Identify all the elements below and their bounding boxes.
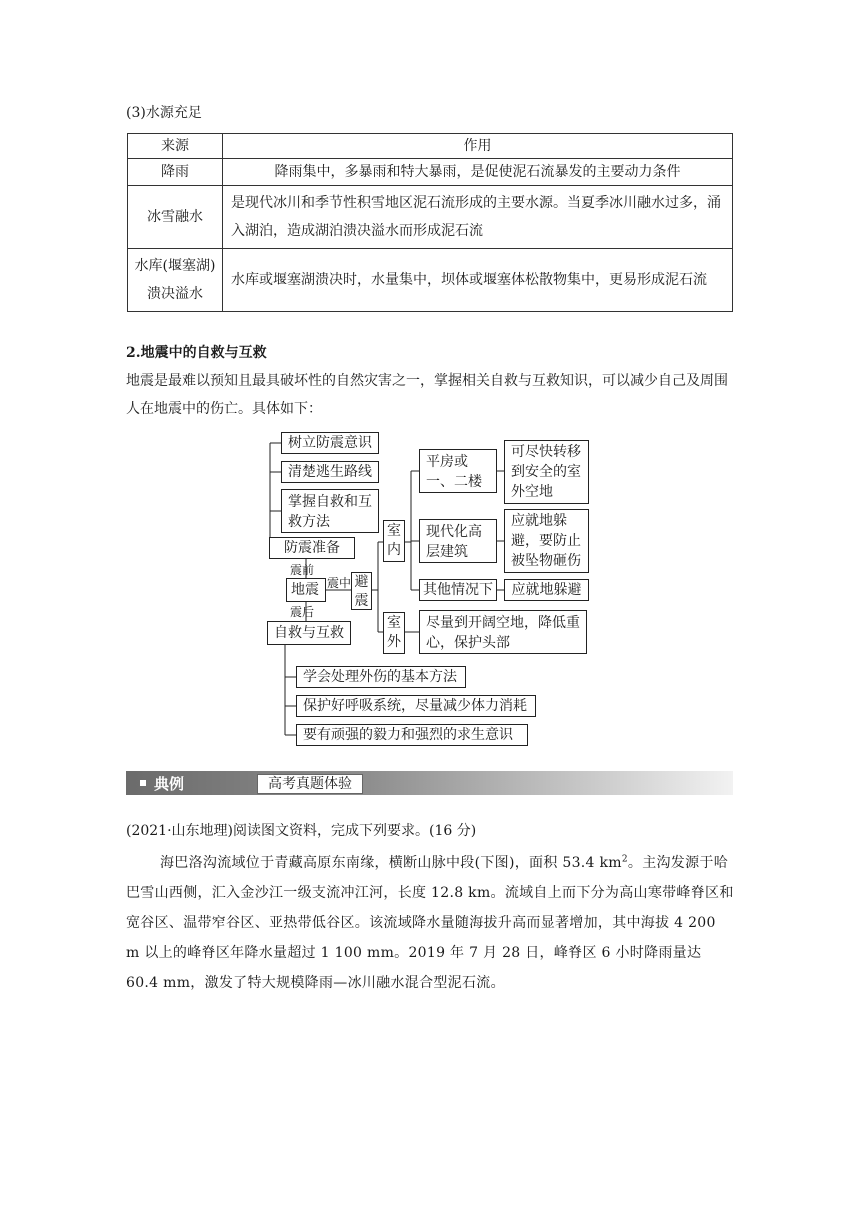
outdoor-box bbox=[383, 612, 405, 654]
before-label: 震前 bbox=[290, 563, 315, 577]
prep-item: 树立防震意识 bbox=[281, 432, 379, 454]
prep-label-box: 防震准备 bbox=[269, 537, 355, 559]
section-heading-water: (3)水源充足 bbox=[126, 105, 202, 121]
rescue-item: 要有顽强的毅力和强烈的求生意识 bbox=[296, 724, 528, 746]
section-title-earthquake: 2.地震中的自救与互救 bbox=[126, 345, 267, 361]
indoor-action: 可尽快转移到安全的室外空地 bbox=[504, 440, 589, 504]
indoor-text: 室内 bbox=[387, 523, 401, 558]
indoor-case: 平房或一、二楼 bbox=[419, 449, 497, 493]
rescue-item: 保护好呼吸系统，尽量减少体力消耗 bbox=[296, 695, 536, 717]
column-header-effect: 作用 bbox=[223, 134, 733, 159]
question-text: 。主沟发源于哈巴雪山西侧，汇入金沙江一级支流冲江河，长度 12.8 km。流域自上而下分为高山寒带峰脊区和宽谷区、温带窄谷区、亚热带低谷区。该流域降水量随海拔升高而显著增加，其中海拔 4 200 m 以上的峰脊区年降水量超过 1 100 mm。2019 年 7 月 28 日，峰脊区 6 小时降雨量达 60.4 mm，激发了特大规模降雨—冰川融水混合型泥石流。 bbox=[126, 855, 734, 991]
prep-item: 掌握自救和互救方法 bbox=[281, 489, 379, 533]
example-banner bbox=[126, 771, 733, 795]
banner-subtitle: 高考真题体验 bbox=[257, 774, 363, 794]
intro-paragraph: 地震是最难以预知且最具破坏性的自然灾害之一，掌握相关自救与互救知识，可以减少自己及周围人在地震中的伤亡。具体如下： bbox=[126, 373, 728, 417]
square-bullet-icon bbox=[140, 780, 146, 786]
table-cell-source: 冰雪融水 bbox=[128, 186, 223, 249]
outdoor-action: 尽量到开阔空地，降低重心，保护头部 bbox=[419, 610, 587, 654]
indoor-box bbox=[383, 520, 405, 562]
rescue-item: 学会处理外伤的基本方法 bbox=[296, 666, 466, 688]
question-text: 海巴洛沟流域位于青藏高原东南缘，横断山脉中段(下图)，面积 53.4 km bbox=[160, 855, 622, 871]
during-label: 震中 bbox=[327, 576, 352, 590]
after-label: 震后 bbox=[290, 605, 315, 619]
indoor-case: 现代化高层建筑 bbox=[419, 519, 497, 563]
source-line: 水库(堰塞湖) bbox=[134, 258, 216, 274]
outdoor-text: 室外 bbox=[387, 615, 401, 650]
indoor-action: 应就地躲避，要防止被坠物砸伤 bbox=[504, 509, 589, 573]
table-cell-source: 降雨 bbox=[128, 159, 223, 186]
prep-item: 清楚逃生路线 bbox=[281, 461, 379, 483]
superscript: 2 bbox=[621, 854, 628, 865]
banner-title: 典例 bbox=[154, 775, 185, 793]
question-paragraph bbox=[126, 848, 734, 998]
rescue-box: 自救与互救 bbox=[267, 621, 351, 645]
indoor-case: 其他情况下 bbox=[419, 579, 497, 601]
avoid-box bbox=[351, 572, 372, 610]
table-cell-effect: 水库或堰塞湖溃决时，水量集中，坝体或堰塞体松散物集中，更易形成泥石流 bbox=[223, 249, 733, 312]
column-header-source: 来源 bbox=[128, 134, 223, 159]
source-line: 溃决溢水 bbox=[147, 286, 203, 302]
table-cell-effect: 降雨集中，多暴雨和特大暴雨，是促使泥石流暴发的主要动力条件 bbox=[223, 159, 733, 186]
question-heading: (2021·山东地理)阅读图文资料，完成下列要求。(16 分) bbox=[126, 823, 477, 839]
avoid-text: 避震 bbox=[354, 574, 369, 609]
quake-box: 地震 bbox=[286, 578, 326, 602]
table-cell-effect: 是现代冰川和季节性积雪地区泥石流形成的主要水源。当夏季冰川融水过多，涌入湖泊，造成湖泊溃决溢水而形成泥石流 bbox=[223, 186, 733, 249]
indoor-action: 应就地躲避 bbox=[504, 579, 589, 601]
